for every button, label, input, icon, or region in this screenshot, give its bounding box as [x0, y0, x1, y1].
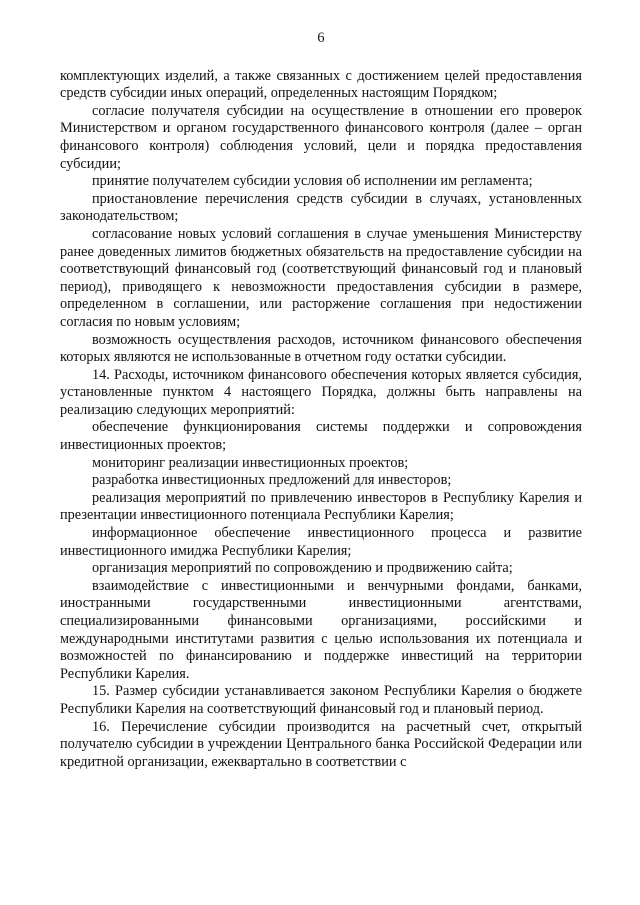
paragraph-clause-15: 15. Размер субсидии устанавливается законом Республики Карелия о бюджете Республики Карелия на соответствующий финансовый год и плановый период. — [60, 683, 582, 717]
paragraph-information-support: информационное обеспечение инвестиционного процесса и развитие инвестиционного имиджа Республики Карелия; — [60, 525, 582, 559]
paragraph-new-conditions: согласование новых условий соглашения в случае уменьшения Министерству ранее доведенных лимитов бюджетных обязательств на предоставление субсидии на соответствующий финансовый год (соответствующий финансовый год и плановый период), приводящего к невозможности предоставления субсидии в размере, определенном в соглашении, или расторжение соглашения при недостижении согласия по новым условиям; — [60, 225, 582, 330]
paragraph-support-system: обеспечение функционирования системы поддержки и сопровождения инвестиционных проектов; — [60, 419, 582, 454]
paragraph-investment-proposals: разработка инвестиционных предложений для инвесторов; — [92, 472, 452, 489]
document-page — [60, 30, 582, 771]
paragraph-website: организация мероприятий по сопровождению и продвижению сайта; — [92, 560, 513, 577]
paragraph-unused-balances: возможность осуществления расходов, источником финансового обеспечения которых являются не использованные в отчетном году остатки субсидии. — [60, 331, 582, 366]
paragraph-attracting-investors: реализация мероприятий по привлечению инвесторов в Республику Карелия и презентации инвестиционного потенциала Республики Карелия; — [60, 489, 582, 524]
paragraph-consent-inspections: согласие получателя субсидии на осуществление в отношении его проверок Министерством и органом государственного финансового контроля (далее – орган финансового контроля) соблюдения условий, цели и порядка предоставления субсидии; — [60, 102, 582, 172]
paragraph-regulation-acceptance: принятие получателем субсидии условия об исполнении им регламента; — [92, 173, 533, 190]
paragraph-cooperation: взаимодействие с инвестиционными и венчурными фондами, банками, иностранными государственными инвестиционными агентствами, специализированными финансовыми организациями, российскими и международными институтами развития с целью использования их потенциала и возможностей по финансированию и поддержке инвестиций на территории Республики Карелия. — [60, 577, 582, 682]
page-number: 6 — [317, 30, 325, 46]
paragraph-clause-14: 14. Расходы, источником финансового обеспечения которых является субсидия, установленные пунктом 4 настоящего Порядка, должны быть направлены на реализацию следующих мероприятий: — [60, 366, 582, 418]
paragraph-continuation: комплектующих изделий, а также связанных с достижением целей предоставления средств субсидии иных операций, определенных настоящим Порядком; — [60, 67, 582, 102]
paragraph-monitoring: мониторинг реализации инвестиционных проектов; — [92, 454, 409, 471]
paragraph-clause-16: 16. Перечисление субсидии производится на расчетный счет, открытый получателю субсидии в учреждении Центрального банка Российской Федерации или кредитной организации, ежеквартально в соответствии с — [60, 718, 582, 770]
paragraph-suspension: приостановление перечисления средств субсидии в случаях, установленных законодательством; — [60, 190, 582, 225]
